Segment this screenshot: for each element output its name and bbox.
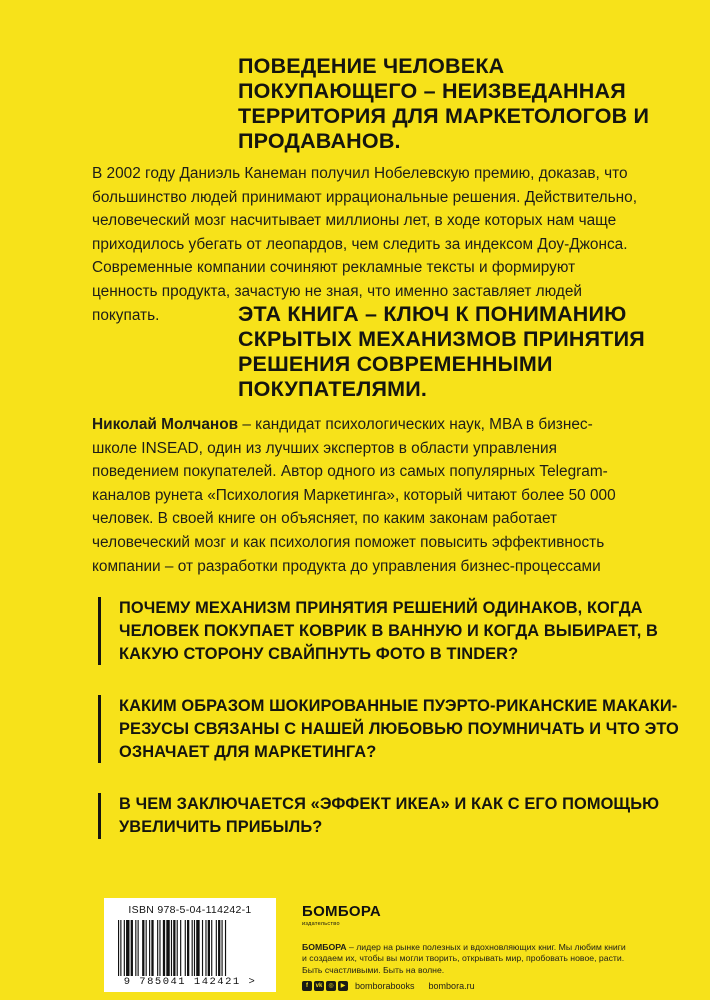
- barcode-stripe: [171, 920, 172, 976]
- barcode-stripe: [177, 920, 178, 976]
- publisher-social: [302, 980, 475, 992]
- barcode-stripe: [138, 920, 139, 976]
- publisher-tagline: – лидер на рынке полезных и вдохновляющих книг. Мы любим книги и создаем их, чтобы вы могли творить, открывать мир, пробовать новое, расти. Быть счастливыми. Быть на волне.: [302, 942, 626, 975]
- barcode-stripe: [194, 920, 195, 976]
- barcode-stripe: [192, 920, 193, 976]
- barcode-stripe: [222, 920, 223, 976]
- headline-key: ЭТА КНИГА – КЛЮЧ К ПОНИМАНИЮ СКРЫТЫХ МЕХАНИЗМОВ ПРИНЯТИЯ РЕШЕНИЯ СОВРЕМЕННЫМИ ПОКУПАТЕЛЯМИ.: [238, 302, 645, 401]
- barcode-stripe: [142, 920, 144, 976]
- barcode-stripe: [180, 920, 181, 976]
- barcode-stripe: [173, 920, 175, 976]
- barcode-stripe: [211, 920, 212, 976]
- publisher-name: БОМБОРА: [302, 942, 347, 952]
- barcode-digits: 9 785041 142421 >: [123, 976, 257, 988]
- barcode-stripe: [187, 920, 189, 976]
- barcode-stripe: [146, 920, 147, 976]
- barcode-stripe: [157, 920, 158, 976]
- headline-intro: ПОВЕДЕНИЕ ЧЕЛОВЕКА ПОКУПАЮЩЕГО – НЕИЗВЕДАННАЯ ТЕРРИТОРИЯ ДЛЯ МАРКЕТОЛОГОВ И ПРОДАВАНОВ.: [238, 54, 650, 153]
- barcode-stripe: [135, 920, 136, 976]
- social-handle: bomborabooks: [355, 981, 415, 991]
- barcode-stripe: [218, 920, 220, 976]
- barcode-stripe: [166, 920, 169, 976]
- instagram-icon: ◎: [326, 981, 336, 991]
- barcode: [104, 898, 276, 992]
- barcode-bars: [118, 920, 264, 976]
- publisher-logo: БОМБОРА: [302, 903, 382, 920]
- isbn-number: ISBN 978-5-04-114242-1: [128, 904, 252, 916]
- author-bio: – кандидат психологических наук, MBA в бизнес-школе INSEAD, один из лучших экспертов в области управления поведением покупателей. Автор одного из самых популярных Telegram-каналов рунета «Психология Маркетинга», который читают более 50 000 человек. В своей книге он объясняет, по каким законам работает человеческий мозг и как психология поможет повысить эффективность компании – от разработки продукта до управления бизнес-процессами: [92, 416, 616, 575]
- barcode-stripe: [196, 920, 199, 976]
- author-name: Николай Молчанов: [92, 416, 239, 433]
- barcode-stripe: [124, 920, 125, 976]
- publisher-website[interactable]: bombora.ru: [428, 981, 475, 991]
- barcode-stripe: [159, 920, 160, 976]
- publisher-logo-subtitle: издательство: [302, 921, 340, 927]
- barcode-stripe: [120, 920, 121, 976]
- barcode-stripe: [185, 920, 186, 976]
- barcode-stripe: [208, 920, 210, 976]
- barcode-stripe: [202, 920, 203, 976]
- facebook-icon: f: [302, 981, 312, 991]
- author-paragraph: [92, 413, 637, 578]
- barcode-stripe: [131, 920, 133, 976]
- publisher-description: [302, 942, 632, 976]
- barcode-stripe: [163, 920, 165, 976]
- intro-paragraph: В 2002 году Даниэль Канеман получил Нобелевскую премию, доказав, что большинство людей принимают иррациональные решения. Действительно, человеческий мозг насчитывает миллионы лет, в ходе которых нам чаще приходилось убегать от леопардов, чем следить за индексом Доу-Джонса. Современные компании сочиняют рекламные тексты и формируют ценность продукта, зачастую не зная, что именно заставляет людей покупать.: [92, 165, 637, 324]
- question-2: КАКИМ ОБРАЗОМ ШОКИРОВАННЫЕ ПУЭРТО-РИКАНСКИЕ МАКАКИ-РЕЗУСЫ СВЯЗАНЫ С НАШЕЙ ЛЮБОВЬЮ ПОУМНИЧАТЬ И ЧТО ЭТО ОЗНАЧАЕТ ДЛЯ МАРКЕТИНГА?: [98, 695, 679, 763]
- question-1: ПОЧЕМУ МЕХАНИЗМ ПРИНЯТИЯ РЕШЕНИЙ ОДИНАКОВ, КОГДА ЧЕЛОВЕК ПОКУПАЕТ КОВРИК В ВАННУЮ И КОГДА ВЫБИРАЕТ, В КАКУЮ СТОРОНУ СВАЙПНУТЬ ФОТО В TINDER?: [98, 597, 679, 665]
- question-3: В ЧЕМ ЗАКЛЮЧАЕТСЯ «ЭФФЕКТ ИКЕА» И КАК С ЕГО ПОМОЩЬЮ УВЕЛИЧИТЬ ПРИБЫЛЬ?: [98, 793, 679, 839]
- barcode-stripe: [216, 920, 217, 976]
- barcode-stripe: [225, 920, 226, 976]
- barcode-stripe: [151, 920, 153, 976]
- barcode-stripe: [205, 920, 206, 976]
- youtube-icon: ▶: [338, 981, 348, 991]
- barcode-stripe: [118, 920, 119, 976]
- vk-icon: vk: [315, 983, 323, 989]
- barcode-stripe: [149, 920, 150, 976]
- barcode-stripe: [126, 920, 129, 976]
